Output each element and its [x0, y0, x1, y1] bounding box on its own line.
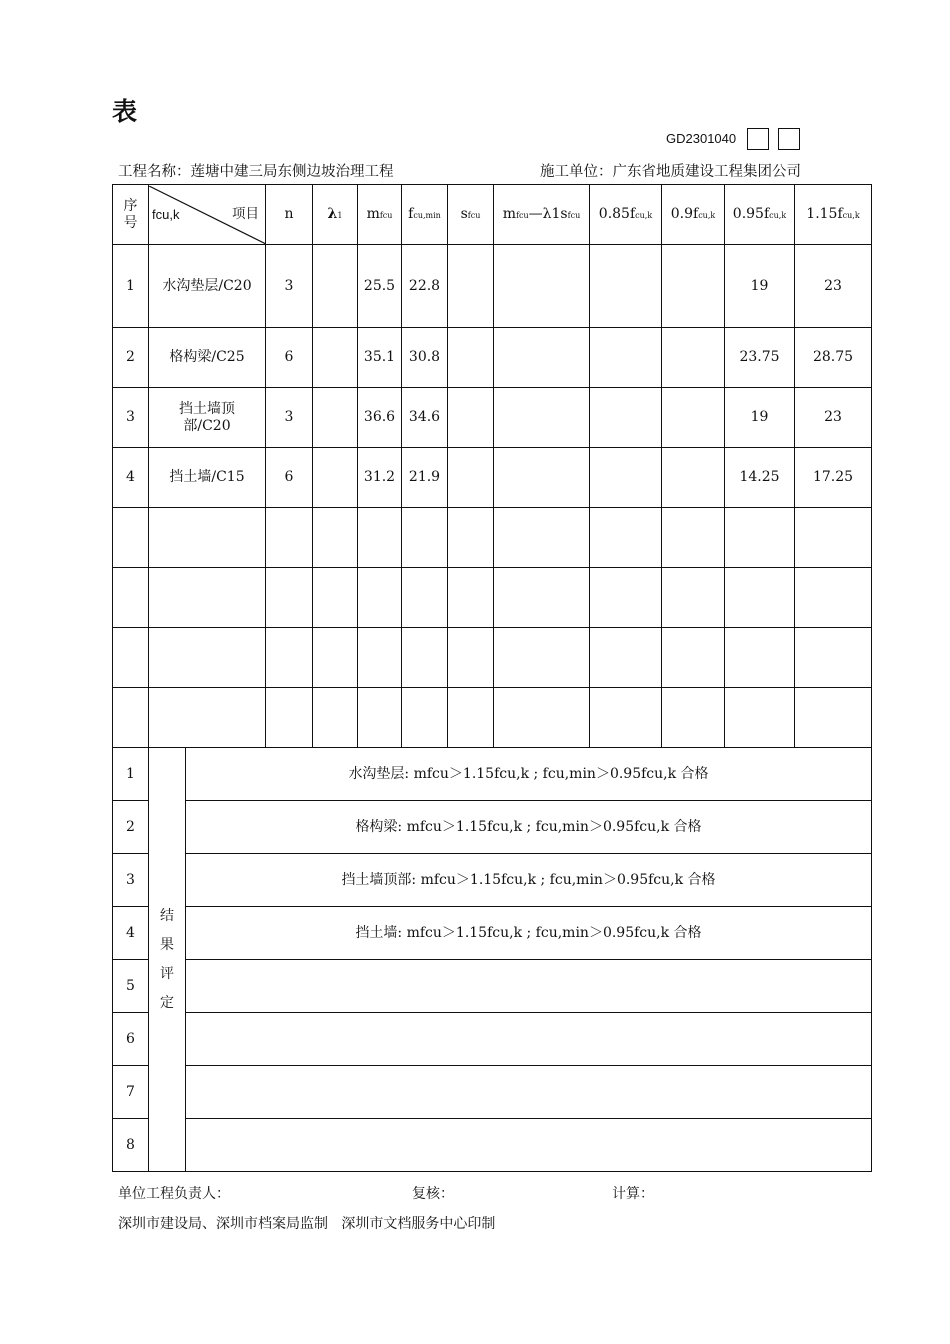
header-sfcu: sfcu	[448, 185, 494, 245]
contractor-line	[540, 160, 801, 181]
table-row	[113, 328, 872, 388]
row-085	[590, 448, 662, 508]
row-085	[590, 388, 662, 448]
table-row	[113, 388, 872, 448]
contractor-label: 施工单位：	[540, 164, 613, 180]
result-row	[113, 1013, 872, 1066]
header-diagonal	[149, 185, 266, 245]
result-no: 8	[113, 1119, 149, 1172]
result-text	[186, 1013, 872, 1066]
footer-supervise: 深圳市建设局、深圳市档案局监制	[118, 1216, 328, 1232]
row-095: 23.75	[725, 328, 795, 388]
row-mls	[494, 245, 590, 328]
row-sfcu	[448, 245, 494, 328]
header-115: 1.15fcu,k	[795, 185, 872, 245]
result-row	[113, 801, 872, 854]
result-row	[113, 854, 872, 907]
header-fcuk: fcu,k	[152, 206, 180, 222]
row-sfcu	[448, 328, 494, 388]
header-095: 0.95fcu,k	[725, 185, 795, 245]
row-lambda1	[313, 245, 358, 328]
row-item: 挡土墙/C15	[149, 448, 266, 508]
page-title: 表	[112, 97, 138, 126]
row-115: 28.75	[795, 328, 872, 388]
result-row	[113, 960, 872, 1013]
row-115: 17.25	[795, 448, 872, 508]
row-115: 23	[795, 245, 872, 328]
row-095: 14.25	[725, 448, 795, 508]
row-mls	[494, 448, 590, 508]
result-row	[113, 1119, 872, 1172]
empty-row	[113, 688, 872, 748]
header-fcumin: fcu,min	[402, 185, 448, 245]
row-mfcu: 31.2	[358, 448, 402, 508]
result-row	[113, 907, 872, 960]
result-no: 3	[113, 854, 149, 907]
result-text: 格构梁: mfcu＞1.15fcu,k ; fcu,min＞0.95fcu,k 合格	[186, 801, 872, 854]
empty-row	[113, 628, 872, 688]
result-text	[186, 960, 872, 1013]
row-095: 19	[725, 388, 795, 448]
code-box-2	[778, 128, 800, 150]
row-095: 19	[725, 245, 795, 328]
row-lambda1	[313, 328, 358, 388]
footer-calc: 计算：	[612, 1186, 654, 1202]
row-fcumin: 30.8	[402, 328, 448, 388]
result-no: 1	[113, 748, 149, 801]
code-box-1	[747, 128, 769, 150]
table-row	[113, 245, 872, 328]
result-row	[113, 1066, 872, 1119]
empty-row	[113, 508, 872, 568]
row-mfcu: 36.6	[358, 388, 402, 448]
row-09	[662, 328, 725, 388]
row-mls	[494, 388, 590, 448]
header-mls: mfcu—λ1sfcu	[494, 185, 590, 245]
header-085: 0.85fcu,k	[590, 185, 662, 245]
row-fcumin: 22.8	[402, 245, 448, 328]
row-fcumin: 34.6	[402, 388, 448, 448]
result-no: 4	[113, 907, 149, 960]
header-item: 项目	[232, 205, 259, 222]
result-no: 6	[113, 1013, 149, 1066]
row-item: 水沟垫层/C20	[149, 245, 266, 328]
header-mfcu: mfcu	[358, 185, 402, 245]
row-085	[590, 328, 662, 388]
row-n: 3	[266, 388, 313, 448]
row-item: 挡土墙顶部/C20	[149, 388, 266, 448]
strength-table	[112, 184, 872, 1172]
header-lambda1: λ1	[313, 185, 358, 245]
result-text	[186, 1119, 872, 1172]
project-label: 工程名称：	[118, 164, 191, 180]
row-no: 3	[113, 388, 149, 448]
project-line	[118, 160, 394, 181]
row-item: 格构梁/C25	[149, 328, 266, 388]
row-085	[590, 245, 662, 328]
row-09	[662, 448, 725, 508]
header-09: 0.9fcu,k	[662, 185, 725, 245]
result-text: 挡土墙: mfcu＞1.15fcu,k ; fcu,min＞0.95fcu,k 合格	[186, 907, 872, 960]
row-mls	[494, 328, 590, 388]
row-mfcu: 35.1	[358, 328, 402, 388]
footer-print: 深圳市文档服务中心印制	[341, 1216, 496, 1232]
row-fcumin: 21.9	[402, 448, 448, 508]
result-no: 7	[113, 1066, 149, 1119]
row-n: 6	[266, 448, 313, 508]
project-name: 莲塘中建三局东侧边坡治理工程	[190, 164, 394, 180]
result-row	[113, 748, 872, 801]
row-sfcu	[448, 448, 494, 508]
row-no: 2	[113, 328, 149, 388]
row-sfcu	[448, 388, 494, 448]
table-row	[113, 448, 872, 508]
row-115: 23	[795, 388, 872, 448]
footer-leader: 单位工程负责人：	[118, 1186, 230, 1202]
row-no: 4	[113, 448, 149, 508]
row-no: 1	[113, 245, 149, 328]
empty-row	[113, 568, 872, 628]
row-lambda1	[313, 448, 358, 508]
result-label: 结 果 评 定	[149, 748, 186, 1172]
form-code: GD2301040	[666, 131, 737, 146]
contractor-name: 广东省地质建设工程集团公司	[612, 164, 801, 180]
header-n: n	[266, 185, 313, 245]
footer-imprint	[118, 1213, 495, 1233]
result-text	[186, 1066, 872, 1119]
header-seq: 序 号	[113, 185, 149, 245]
header-row	[113, 185, 872, 245]
result-text: 挡土墙顶部: mfcu＞1.15fcu,k ; fcu,min＞0.95fcu,k 合格	[186, 854, 872, 907]
row-lambda1	[313, 388, 358, 448]
row-n: 3	[266, 245, 313, 328]
row-n: 6	[266, 328, 313, 388]
footer-review: 复核：	[412, 1186, 454, 1202]
result-text: 水沟垫层: mfcu＞1.15fcu,k ; fcu,min＞0.95fcu,k 合格	[186, 748, 872, 801]
result-no: 2	[113, 801, 149, 854]
row-mfcu: 25.5	[358, 245, 402, 328]
row-09	[662, 245, 725, 328]
row-09	[662, 388, 725, 448]
result-no: 5	[113, 960, 149, 1013]
